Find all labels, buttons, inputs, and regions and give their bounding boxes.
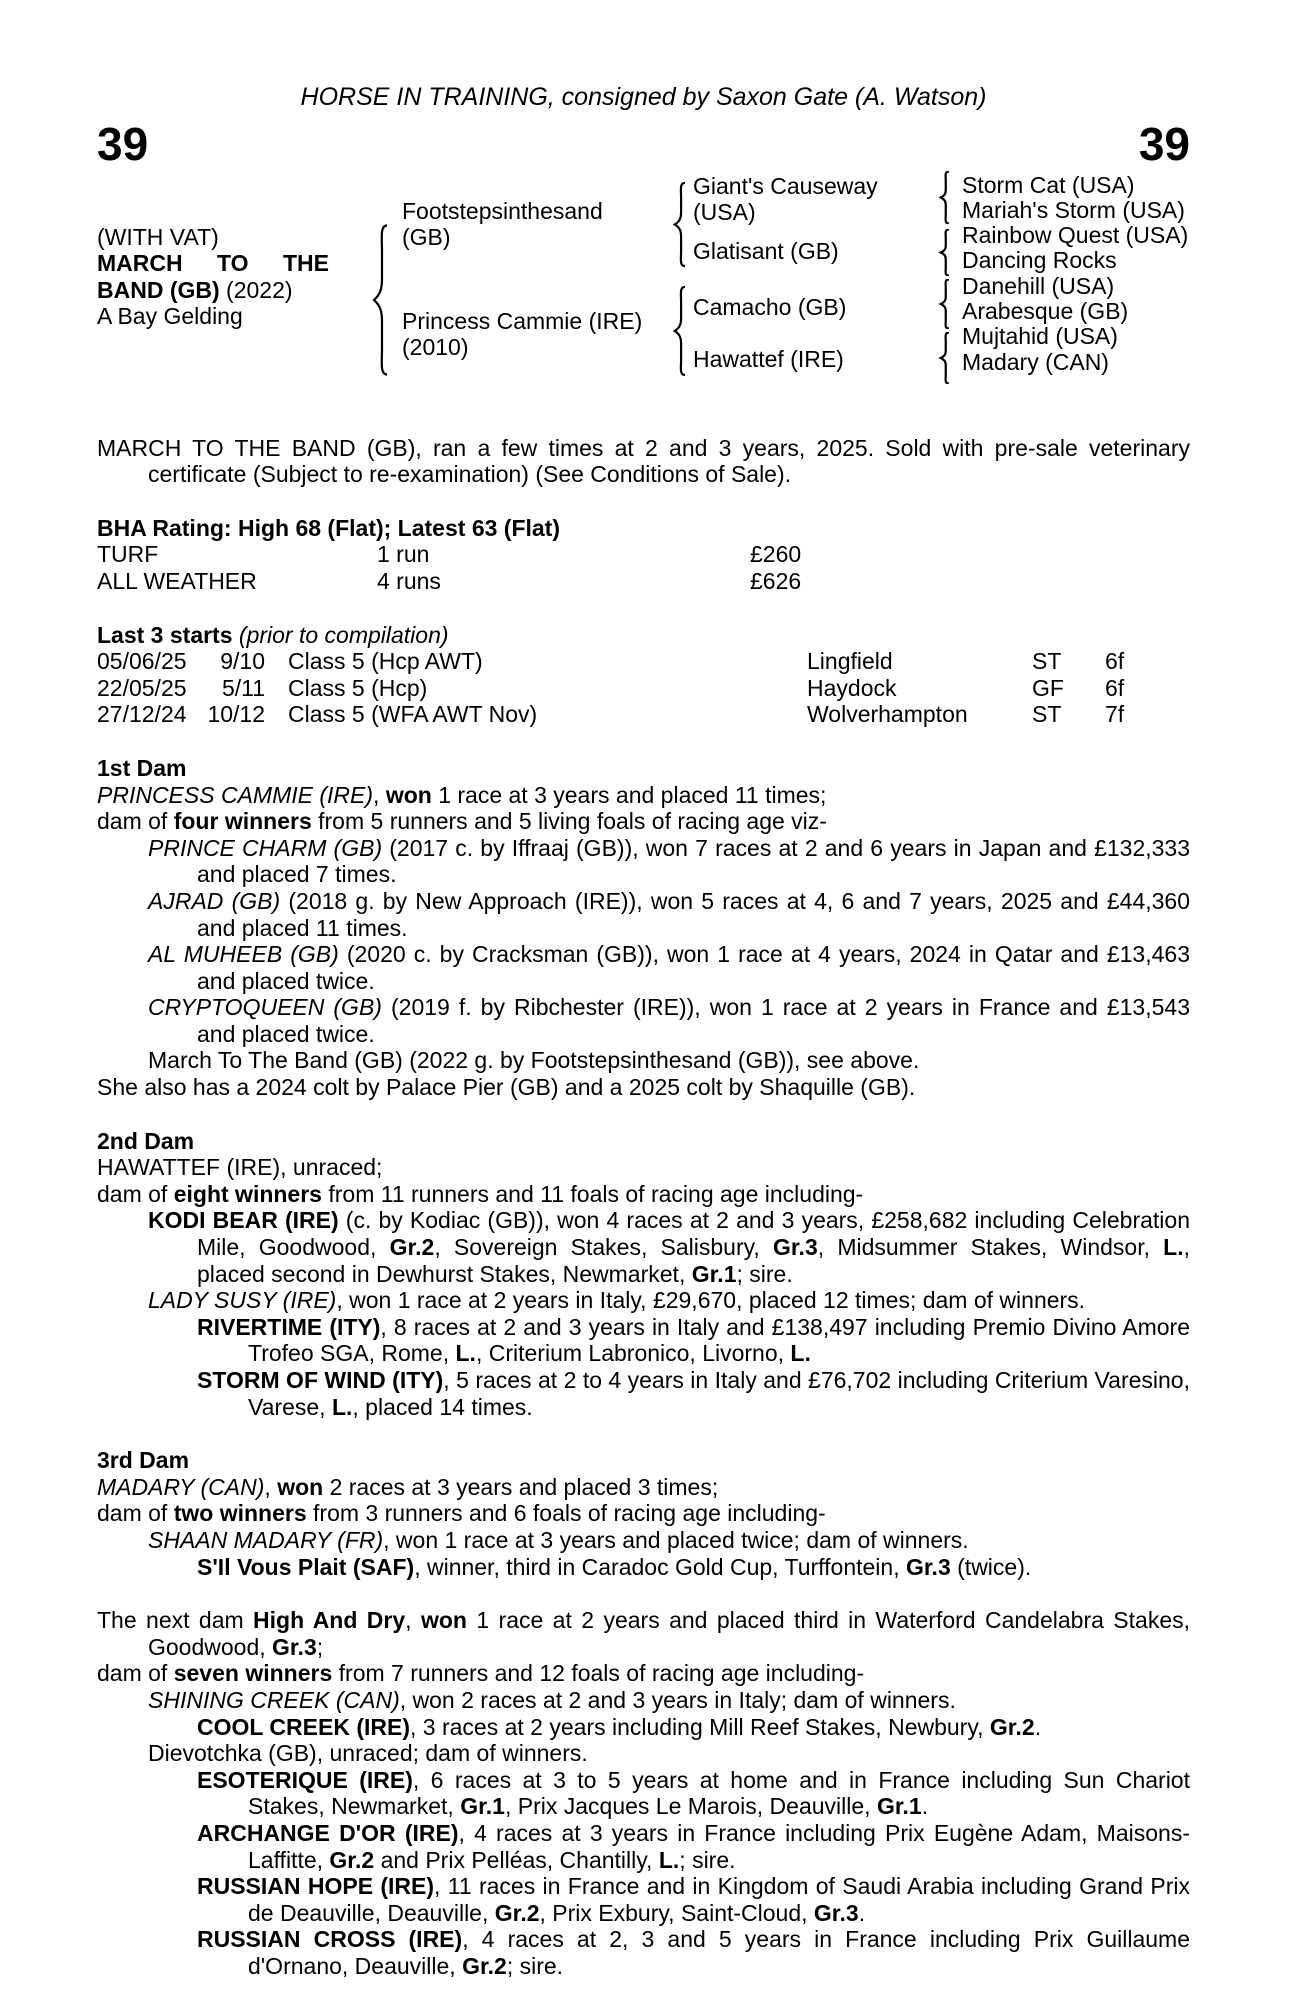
text-segment: , 8 races at 2 and 3 years in Italy and £138,497 including Premio Divino Amore Trofeo SGA, Rome,	[248, 1313, 1190, 1367]
text-segment: two winners	[173, 1500, 307, 1527]
text-segment: ; sire.	[736, 1260, 793, 1287]
bha-rating-rows	[97, 541, 1190, 594]
text-segment: , 11 races in France and in Kingdom of Saudi Arabia including Grand Prix de Deauville, Deauville,	[248, 1873, 1190, 1926]
dam-section	[97, 755, 1190, 1101]
text-segment: Gr.3	[813, 1899, 859, 1926]
great-grandparent-name: Mujtahid (USA)	[962, 323, 1118, 350]
pedigree-text-entry	[97, 1154, 1190, 1181]
text-segment: L.	[1163, 1234, 1184, 1261]
bha-rating-row	[97, 541, 1190, 568]
text-segment: LADY SUSY (IRE)	[148, 1287, 337, 1314]
text-segment: Gr.2	[389, 1234, 435, 1261]
text-segment: ARCHANGE D'OR (IRE)	[197, 1819, 459, 1846]
pedigree-text-entry	[97, 941, 1190, 994]
race-start-row	[97, 675, 1190, 702]
text-segment: , Prix Jacques Le Marois, Deauville,	[504, 1793, 877, 1820]
text-segment: Gr.1	[691, 1260, 737, 1287]
pedigree-text-entry	[97, 1660, 1190, 1687]
sire-cell	[402, 198, 603, 251]
earnings-value: £626	[750, 567, 802, 594]
race-start-row	[97, 701, 1190, 728]
race-class: Class 5 (Hcp)	[288, 674, 428, 701]
text-segment: from 7 runners and 12 foals of racing age including-	[332, 1660, 865, 1687]
text-segment: (2017 c. by Iffraaj (GB)), won 7 races at 2 and 6 years in Japan and £132,333 and placed 7 times.	[197, 834, 1191, 888]
dam-section-heading: 1st Dam	[97, 754, 187, 781]
pedigree-text-entry	[97, 1554, 1190, 1581]
text-segment: AJRAD (GB)	[148, 887, 281, 914]
surface-label: TURF	[97, 541, 159, 568]
race-distance: 6f	[1105, 674, 1125, 701]
text-segment: , 4 races at 2, 3 and 5 years in France including Prix Guillaume d'Ornano, Deauville,	[248, 1926, 1190, 1979]
text-segment: Gr.3	[772, 1234, 818, 1261]
text-segment: RUSSIAN HOPE (IRE)	[197, 1873, 435, 1900]
racecourse: Lingfield	[807, 648, 893, 675]
race-distance: 7f	[1105, 701, 1125, 728]
pedigree-text-entry	[97, 1047, 1190, 1074]
text-segment: 2 races at 3 years and placed 3 times;	[323, 1473, 719, 1500]
dam-section	[97, 1447, 1190, 1580]
text-segment: , winner, third in Caradoc Gold Cup, Turffontein,	[414, 1553, 906, 1580]
text-segment: AL MUHEEB (GB)	[148, 941, 339, 968]
pedigree-text-entry	[97, 1820, 1190, 1873]
great-grandparent-name: Storm Cat (USA)	[962, 171, 1135, 198]
pedigree-text-entry	[97, 1687, 1190, 1714]
pedigree-text-entry	[97, 994, 1190, 1047]
text-segment: four winners	[173, 808, 312, 835]
text-segment: , won 1 race at 3 years and placed twice; dam of winners.	[383, 1526, 969, 1553]
text-segment: L.	[790, 1340, 811, 1367]
pedigree-text-entry	[97, 1207, 1190, 1287]
text-segment: from 3 runners and 6 foals of racing age including-	[306, 1500, 826, 1527]
pedigree-brace-ggp	[937, 171, 952, 224]
pedigree-text-entry	[97, 808, 1190, 835]
text-segment: won	[420, 1607, 467, 1634]
text-segment: , 4 races at 3 years in France including Prix Eugène Adam, Maisons-Laffitte,	[248, 1819, 1190, 1873]
pedigree-text-entry	[97, 782, 1190, 809]
text-segment: She also has a 2024 colt by Palace Pier (GB) and a 2025 colt by Shaquille (GB).	[97, 1074, 916, 1101]
pedigree-text-entry	[97, 1527, 1190, 1554]
consignor-title: HORSE IN TRAINING, consigned by Saxon Gate (A. Watson)	[300, 83, 987, 111]
pedigree-table	[97, 169, 1190, 384]
great-grandparent-name: Arabesque (GB)	[962, 298, 1129, 325]
text-segment: and Prix Pelléas, Chantilly,	[374, 1846, 659, 1873]
grandparent-name: Camacho (GB)	[693, 293, 847, 320]
text-segment: Gr.2	[462, 1952, 507, 1979]
pedigree-brace-dam	[670, 286, 689, 376]
last-starts-heading-note: (prior to compilation)	[232, 621, 449, 648]
subject-horse-block	[97, 224, 329, 330]
sale-description	[97, 435, 1190, 488]
text-segment: RUSSIAN CROSS (IRE)	[197, 1926, 463, 1953]
horse-name-bold: MARCH TO THE BAND (GB)	[97, 250, 329, 303]
pedigree-text-entry	[97, 1767, 1190, 1820]
horse-year: (2022)	[219, 276, 293, 303]
race-date: 05/06/25	[97, 648, 187, 675]
text-segment: , Criterium Labronico, Livorno,	[475, 1340, 791, 1367]
dam-section-heading: 2nd Dam	[97, 1127, 195, 1154]
race-start-row	[97, 648, 1190, 675]
text-segment: HAWATTEF (IRE), unraced;	[97, 1154, 383, 1181]
text-segment: ,	[405, 1607, 421, 1634]
lot-number-row	[97, 117, 1190, 170]
racecourse: Haydock	[807, 674, 897, 701]
text-segment: , Midsummer Stakes, Windsor,	[817, 1234, 1164, 1261]
pedigree-text-entry	[97, 1181, 1190, 1208]
text-segment: Gr.2	[989, 1713, 1035, 1740]
bha-rating-row	[97, 568, 1190, 595]
grandparent-cell	[693, 294, 846, 321]
text-segment: dam of	[97, 1180, 174, 1207]
grandparent-cell	[693, 173, 878, 226]
text-segment: High And Dry	[253, 1607, 406, 1634]
text-segment: Gr.3	[272, 1633, 317, 1660]
dam-section-heading: 3rd Dam	[97, 1447, 190, 1474]
grandparent-cell	[693, 238, 839, 265]
pedigree-brace-ggp	[937, 279, 952, 329]
text-segment: from 5 runners and 5 living foals of racing age viz-	[311, 808, 827, 835]
surface-label: ALL WEATHER	[97, 567, 257, 594]
great-grandparent-name: Dancing Rocks	[962, 247, 1117, 274]
text-segment: ; sire.	[679, 1846, 736, 1873]
text-segment: .	[1034, 1713, 1042, 1740]
text-segment: ,	[264, 1473, 278, 1500]
sire-name: Footstepsinthesand	[402, 197, 603, 224]
lot-number-right: 39	[1138, 117, 1190, 170]
text-segment: CRYPTOQUEEN (GB)	[148, 994, 382, 1021]
text-segment: 1 race at 2 years and placed third in Waterford Candelabra Stakes, Goodwood,	[148, 1607, 1191, 1660]
text-segment: , won 1 race at 2 years in Italy, £29,670, placed 12 times; dam of winners.	[336, 1287, 1086, 1314]
grandparent-name: Giant's Causeway	[693, 172, 878, 199]
dam-section	[97, 1128, 1190, 1421]
text-segment: .	[921, 1793, 929, 1820]
last-starts-heading-label: Last 3 starts	[97, 621, 233, 648]
last-starts-heading	[97, 622, 1190, 649]
pedigree-text-entry	[97, 1740, 1190, 1767]
text-segment: Gr.1	[876, 1793, 922, 1820]
grandparent-name: (USA)	[693, 199, 756, 226]
text-segment: L.	[658, 1846, 680, 1873]
dam-name: Princess Cammie (IRE)	[402, 307, 643, 334]
text-segment: dam of	[97, 1660, 174, 1687]
text-segment: Gr.2	[494, 1899, 540, 1926]
text-segment: , placed second in Dewhurst Stakes, Newmarket,	[197, 1234, 1190, 1287]
sire-suffix: (GB)	[402, 224, 451, 251]
text-segment: , 5 races at 2 to 4 years in Italy and £76,702 including Criterium Varesino, Varese,	[248, 1367, 1190, 1420]
text-segment: from 11 runners and 11 foals of racing age including-	[321, 1180, 864, 1207]
text-segment: MADARY (CAN)	[97, 1473, 265, 1500]
pedigree-text-entry	[97, 1074, 1190, 1101]
dam-sections	[97, 755, 1190, 1980]
finish-position: 10/12	[207, 701, 265, 728]
race-class: Class 5 (Hcp AWT)	[288, 648, 483, 675]
going-code: GF	[1032, 674, 1064, 701]
pedigree-text-entry	[97, 1287, 1190, 1314]
text-segment: The next dam	[97, 1607, 254, 1634]
horse-color-sex: A Bay Gelding	[97, 303, 243, 330]
great-grandparent-name: Madary (CAN)	[962, 348, 1109, 375]
going-code: ST	[1032, 648, 1062, 675]
text-segment: seven winners	[173, 1660, 333, 1687]
text-segment: ; sire.	[506, 1952, 564, 1979]
racecourse: Wolverhampton	[807, 701, 968, 728]
text-segment: COOL CREEK (IRE)	[197, 1713, 410, 1740]
great-grandparent-name: Danehill (USA)	[962, 272, 1115, 299]
finish-position: 5/11	[221, 674, 265, 701]
text-segment: , placed 14 times.	[352, 1393, 533, 1420]
text-segment: ;	[316, 1633, 324, 1660]
pedigree-brace-main	[368, 224, 392, 376]
text-segment: (2018 g. by New Approach (IRE)), won 5 races at 4, 6 and 7 years, 2025 and £44,360 and placed 11 times.	[197, 887, 1191, 941]
runs-count: 1 run	[377, 541, 430, 568]
pedigree-text-entry	[97, 1607, 1190, 1660]
great-grandparent-name: Mariah's Storm (USA)	[962, 196, 1185, 223]
text-segment: PRINCESS CAMMIE (IRE)	[97, 781, 374, 808]
bha-rating-heading: BHA Rating: High 68 (Flat); Latest 63 (Flat)	[97, 514, 560, 541]
text-segment: (twice).	[950, 1553, 1032, 1580]
text-segment: won	[277, 1473, 324, 1500]
text-segment: L.	[455, 1340, 476, 1367]
lot-number-left: 39	[97, 117, 149, 170]
pedigree-text-entry	[97, 835, 1190, 888]
grandparent-name: Glatisant (GB)	[693, 237, 839, 264]
text-segment: STORM OF WIND (ITY)	[197, 1367, 444, 1393]
text-segment: , won 2 races at 2 and 3 years in Italy; dam of winners.	[399, 1686, 956, 1713]
text-segment: , 6 races at 3 to 5 years at home and in France including Sun Chariot Stakes, Newmarket,	[248, 1766, 1190, 1820]
pedigree-text-entry	[97, 1873, 1190, 1926]
pedigree-brace-ggp	[937, 229, 952, 276]
pedigree-text-entry	[97, 1367, 1190, 1420]
great-grandparent-name: Rainbow Quest (USA)	[962, 222, 1189, 249]
text-segment: S'Il Vous Plait (SAF)	[197, 1553, 415, 1580]
text-segment: , Prix Exbury, Saint-Cloud,	[539, 1899, 814, 1926]
text-segment: SHINING CREEK (CAN)	[148, 1686, 400, 1713]
text-segment: March To The Band (GB) (2022 g. by Footstepsinthesand (GB)), see above.	[148, 1047, 920, 1074]
last-starts-block	[97, 622, 1190, 728]
text-segment: won	[385, 781, 432, 808]
subject-horse-name	[97, 250, 329, 303]
text-segment: (2020 c. by Cracksman (GB)), won 1 race at 4 years, 2024 in Qatar and £13,463 and placed twice.	[197, 941, 1190, 994]
race-date: 27/12/24	[97, 701, 187, 728]
pedigree-brace-sire	[670, 182, 689, 267]
text-segment: , 3 races at 2 years including Mill Reef Stakes, Newbury,	[409, 1713, 990, 1740]
text-segment: PRINCE CHARM (GB)	[148, 834, 383, 861]
grandparent-name: Hawattef (IRE)	[693, 345, 844, 372]
grandparent-cell	[693, 346, 844, 373]
text-segment: (2019 f. by Ribchester (IRE)), won 1 race at 2 years in France and £13,543 and placed twice.	[197, 994, 1190, 1047]
pedigree-text-entry	[97, 1314, 1190, 1367]
text-segment: KODI BEAR (IRE)	[148, 1207, 339, 1234]
dam-year: (2010)	[402, 334, 469, 361]
text-segment: eight winners	[173, 1180, 322, 1207]
text-segment: ,	[373, 781, 386, 808]
text-segment: Dievotchka (GB), unraced; dam of winners.	[148, 1740, 588, 1767]
text-segment: 1 race at 3 years and placed 11 times;	[431, 781, 827, 808]
runs-count: 4 runs	[377, 567, 441, 594]
text-segment: .	[858, 1899, 866, 1926]
text-segment: MARCH TO THE BAND (GB), ran a few times at 2 and 3 years, 2025. Sold with pre-sale veterinary certificate (Subject to re-examination) (See Conditions of Sale).	[97, 434, 1190, 488]
pedigree-text-entry	[97, 1926, 1190, 1979]
race-date: 22/05/25	[97, 674, 187, 701]
race-distance: 6f	[1105, 648, 1125, 675]
text-segment: L.	[331, 1393, 353, 1420]
earnings-value: £260	[750, 541, 802, 568]
text-segment: dam of	[97, 1500, 174, 1527]
finish-position: 9/10	[220, 648, 265, 675]
text-segment: Gr.1	[460, 1793, 505, 1820]
text-segment: RIVERTIME (ITY)	[197, 1313, 381, 1340]
text-segment: SHAAN MADARY (FR)	[148, 1526, 384, 1553]
last-starts-rows	[97, 648, 1190, 728]
pedigree-brace-ggp	[937, 332, 952, 384]
race-class: Class 5 (WFA AWT Nov)	[288, 701, 538, 728]
going-code: ST	[1032, 701, 1062, 728]
great-grandparent-column	[962, 173, 1188, 375]
pedigree-text-entry	[97, 1714, 1190, 1741]
text-segment: dam of	[97, 808, 174, 835]
pedigree-text-entry	[97, 888, 1190, 941]
text-segment: , Sovereign Stakes, Salisbury,	[434, 1234, 773, 1261]
text-segment: (c. by Kodiac (GB)), won 4 races at 2 and 3 years, £258,682 including Celebration Mile, Goodwood,	[197, 1207, 1190, 1261]
dam-cell	[402, 308, 642, 361]
vat-note: (WITH VAT)	[97, 223, 219, 250]
dam-section	[97, 1607, 1190, 1979]
text-segment: Gr.3	[905, 1553, 951, 1580]
pedigree-text-entry	[97, 1500, 1190, 1527]
bha-rating-block	[97, 515, 1190, 595]
text-segment: ESOTERIQUE (IRE)	[197, 1766, 413, 1793]
pedigree-text-entry	[97, 1474, 1190, 1501]
text-segment: Gr.2	[329, 1846, 375, 1873]
